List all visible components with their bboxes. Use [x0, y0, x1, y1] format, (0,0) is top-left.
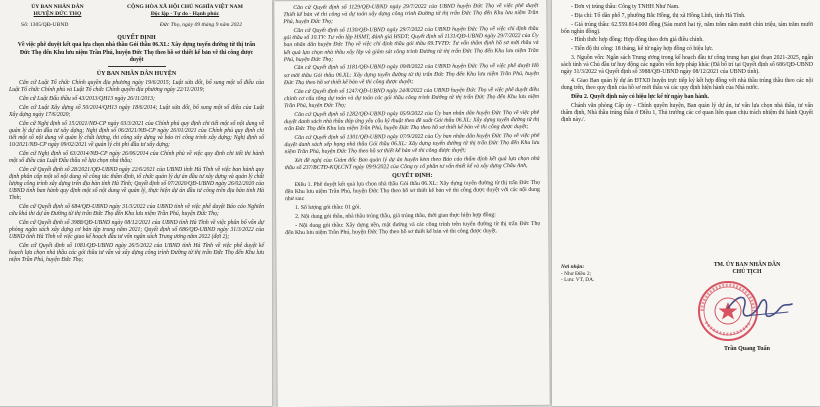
- signature-block: [552, 256, 820, 406]
- article-item: 3. Nguồn vốn: Ngân sách Trung ương trong kế hoạch đầu tư công trung hạn giai đoạn 2021-2025, ngân sách tỉnh và Chủ đầu tư huy động các nguồn vốn hợp pháp khác (Đã bố trí tại Quyết định số 686/QĐ-UBND ngày 31/3/2022 và Quyết định số 3988/QĐ-UBND ngày 08/12/2021 của UBND tỉnh).: [561, 54, 813, 76]
- issuer-line-1: ỦY BAN NHÂN DÂN: [31, 4, 84, 10]
- article-item: - Tiến độ thi công: 18 tháng, kể từ ngày hợp đồng có hiệu lực.: [571, 46, 714, 53]
- paragraph: Căn cứ Quyết định số 28/2021/QĐ-UBND ngày 22/6/2021 của UBND tỉnh Hà Tĩnh về việc ban hành quy định phân cấp một số nội dung về công tác thẩm định, tổ chức quản lý dự án đầu tư xây dựng và quản lý chất lượng công trình xây dựng trên địa bàn tỉnh Hà Tĩnh; Quyết định số 07/2020/QĐ-UBND ngày 26/02/2020 của UBND tỉnh ban hành quy định một số nội dung về quản lý, thực hiện dự án đầu tư công trên địa bàn tỉnh Hà Tĩnh;: [9, 166, 264, 202]
- title-divider: [108, 66, 166, 67]
- paragraph: Căn cứ Luật Xây dựng số 50/2014/QH13 ngày 18/6/2014; Luật sửa đổi, bổ sung một số điều của Luật Xây dựng ngày 17/6/2020;: [9, 104, 264, 118]
- article-1: Điều 1. Phê duyệt kết quả lựa chọn nhà thầu Gói thầu 06.XL: Xây dựng tuyến đường từ thị trấn Đức Thọ đến Khu lưu niệm Trần Phú, huyện Đức Thọ theo hồ sơ thiết kế bản vẽ thi công được duyệt với các nội dung như sau:: [284, 179, 540, 203]
- paragraph: Căn cứ Quyết định số 1130/QĐ-UBND ngày 29/7/2022 của UBND huyện Đức Thọ về việc chỉ định thầu gói thầu số 10.TV: Tư vấn lập HSMT, đánh giá HSDT; Quyết định số 1131/QĐ-UBND ngày 29/7/2022 của Ủy ban nhân dân huyện Đức Thọ về việc chỉ định thầu gói thầu 09.TVTĐ: Tư vấn thẩm định hồ sơ mời thầu và kết quả lựa chọn nhà thầu xây lắp và giám sát công trình Đường từ thị trấn Đức Thọ đến Khu lưu niệm Trần Phú, huyện Đức Thọ;: [283, 25, 539, 63]
- country-name: CỘNG HÒA XÃ HỘI CHỦ NGHĨA VIỆT NAM: [127, 4, 243, 10]
- article-item: 4. Giao Ban quản lý dự án ĐTXD huyện trực tiếp ký kết hợp đồng với nhà thầu trúng thầu theo các nội dung trên, theo quy định của hồ sơ mời thầu và các quy định hiện hành của Nhà nước.: [561, 77, 813, 92]
- handwritten-signature: [728, 297, 792, 316]
- motto-line: Độc lập - Tự do - Hạnh phúc: [150, 11, 220, 17]
- article-item: 2. Nội dung gói thầu, nhà thầu trúng thầu, giá trúng thầu, thời gian thực hiện hợp đồng:: [295, 212, 496, 220]
- document-title: QUYẾT ĐỊNH: [117, 35, 156, 41]
- paragraph: Căn cứ Nghị định số 15/2021/NĐ-CP ngày 03/3/2021 của Chính phủ quy định chi tiết một số nội dung về quản lý dự án đầu tư xây dựng; Nghị định số 06/2021/NĐ-CP ngày 26/01/2021 của Chính phủ quy định chi tiết một số nội dung về quản lý chất lượng, thi công xây dựng và bảo trì công trình xây dựng; Nghị định số 10/2021/NĐ-CP ngày 09/02/2021 về quản lý chi phí đầu tư xây dựng;: [9, 120, 264, 149]
- paragraph: Căn cứ Quyết định số 1282/QĐ-UBND ngày 05/9/2022 của Ủy ban nhân dân huyện Đức Thọ về việc phê duyệt danh sách nhà thầu đáp ứng yêu cầu kỹ thuật theo đề xuất Gói thầu 06.XL: Xây dựng tuyến đường từ thị trấn Đức Thọ đến Khu lưu niệm Trần Phú, huyện Đức Thọ theo hồ sơ thiết kế bản vẽ thi công được duyệt;: [284, 109, 540, 132]
- article-item: - Nội dung gói thầu: Xây dựng nền, mặt đường và các công trình trên tuyến đường từ thị trấn Đức Thọ đến Khu lưu niệm Trần Phú, huyện Đức Thọ theo hồ sơ thiết kế bản vẽ thi công được duyệt.: [285, 220, 541, 236]
- article-item: - Đơn vị trúng thầu: Công ty TNHH Như Nam.: [571, 4, 680, 10]
- recipients: [561, 264, 594, 284]
- signature-org-line-2: CHỦ TỊCH: [732, 269, 762, 275]
- document-meta: [9, 22, 264, 29]
- execution-clause: Chánh văn phòng Cấp ủy - Chính quyền huyện, Ban quản lý dự án, tư vấn lựa chọn nhà thầu, tư vấn thẩm định, Nhà thầu trúng thầu ở Điều 1, Thủ trưởng các cơ quan liên quan chịu trách nhiệm thi hành Quyết định này./.: [561, 102, 813, 123]
- paragraph: Căn cứ Quyết định số 1181/QĐ-UBND ngày 09/8/2022 của UBND huyện Đức Thọ về việc phê duyệt Hồ sơ mời thầu Gói thầu 06.XL: Xây dựng tuyến đường từ thị trấn Đức Thọ đến Khu lưu niệm Trần Phú, huyện Đức Thọ theo hồ sơ thiết kế bản vẽ thi công được duyệt;: [283, 63, 539, 86]
- decision-heading: QUYẾT ĐỊNH:: [392, 172, 433, 180]
- official-stamp: [688, 278, 806, 344]
- signer-name: Trần Quang Tuấn: [724, 346, 770, 352]
- issuing-authority: ỦY BAN NHÂN DÂN HUYỆN: [96, 71, 177, 78]
- paragraph: Căn cứ Quyết định số 1247/QĐ-UBND ngày 24/8/2022 của UBND huyện Đức Thọ về việc phê duyệt điều chỉnh cơ cấu tổng dự toán và dự toán các gói thầu công trình Đường từ thị trấn Đức Thọ đến Khu lưu niệm Trần Phú, huyện Đức Thọ;: [284, 86, 540, 109]
- decision-articles: [285, 180, 540, 237]
- paragraph: Căn cứ Quyết định số 1129/QĐ-UBND ngày 29/7/2022 của UBND huyện Đức Thọ về việc phê duyệt Thiết kế bản vẽ thi công và dự toán xây dựng công trình Đường từ thị trấn Đức Thọ đến Khu lưu niệm Trần Phú, huyện Đức Thọ;: [283, 2, 539, 26]
- recipients-label: Nơi nhận:: [561, 264, 585, 270]
- recipient: - Lưu: VT, DA.: [561, 277, 595, 284]
- recipient: - Như Điều 2;: [561, 270, 592, 277]
- article-item: - Giá trúng thầu: 62.559.814.000 đồng (Sáu mươi hai tỷ, năm trăm năm mươi chín triệu, tám trăm mười bốn nghìn đồng).: [561, 21, 813, 35]
- paragraph: Căn cứ Quyết định số 1081/QĐ-UBND ngày 26/5/2022 của UBND tỉnh Hà Tĩnh về việc phê duyệt kế hoạch lựa chọn nhà thầu các gói thầu tư vấn và xây dựng công trình Đường từ thị trấn Đức Thọ đến Khu lưu niệm Trần Phú, huyện Đức Thọ;: [9, 243, 264, 264]
- paragraph: Căn cứ Quyết định số 684/QĐ-UBND ngày 31/3/2022 của UBND tỉnh về việc phê duyệt Báo cáo Nghiên cứu khả thi dự án Đường từ thị trấn Đức Thọ đến Khu lưu niệm Trần Phú, huyện Đức Thọ;: [9, 204, 264, 218]
- paragraph: Căn cứ Quyết định số 3988/QĐ-UBND ngày 08/12/2021 của UBND tỉnh Hà Tĩnh về việc phân bổ vốn dự phòng ngân sách xây dựng cơ bản tập trung năm 2021; Quyết định số 686/QĐ-UBND ngày 31/3/2022 của UBND tỉnh Hà Tĩnh về việc giao kế hoạch đầu tư vốn ngân sách Trung ương năm 2022 (đợt 2);: [9, 219, 264, 241]
- paragraph: Xét đề nghị của Giám đốc Ban quản lý dự án huyện kèm theo Báo cáo thẩm định kết quả lựa chọn nhà thầu số 237/BCTĐ-KQLCNT ngày 09/9/2022 của Công ty cổ phần tư vấn thiết kế và xây dựng Châu Anh,: [284, 155, 540, 171]
- document-page-2: [274, 0, 550, 407]
- issuer-block: [9, 4, 106, 18]
- article-2: Điều 2. Quyết định này có hiệu lực kể từ ngày ban hành.: [571, 93, 709, 100]
- article-item: - Địa chỉ: Tổ dân phố 7, phường Bắc Hồng, thị xã Hồng Lĩnh, tỉnh Hà Tĩnh.: [571, 12, 746, 19]
- paragraph: Căn cứ Quyết định số 1301/QĐ-UBND ngày 07/9/2022 của Ủy ban nhân dân huyện Đức Thọ về việc phê duyệt danh sách xếp hạng nhà thầu Gói thầu 06.XL: Xây dựng tuyến đường từ thị trấn Đức Thọ đến Khu lưu niệm Trần Phú, huyện Đức Thọ theo hồ sơ thiết kế bản vẽ thi công được duyệt;: [284, 132, 540, 156]
- article-item: - Hình thức hợp đồng: Hợp đồng theo đơn giá điều chỉnh.: [571, 37, 704, 44]
- stamp-and-signature-graphic: [688, 278, 806, 344]
- issuer-line-2: HUYỆN ĐỨC THỌ: [33, 11, 82, 17]
- document-date: Đức Thọ, ngày 09 tháng 9 năm 2022: [159, 22, 242, 28]
- document-subtitle: Về việc phê duyệt kết quả lựa chọn nhà thầu Gói thầu 06.XL: Xây dựng tuyến đường từ thị trấn Đức Thọ đến Khu lưu niệm Trần Phú, huyện Đức Thọ theo hồ sơ thiết kế bản vẽ thi công được duyệt: [17, 42, 256, 63]
- document-header: [9, 4, 264, 18]
- signatory: [682, 262, 812, 352]
- legal-basis-list: [9, 80, 264, 265]
- legal-basis-list-continued: [283, 3, 539, 172]
- document-page-3: [552, 0, 820, 406]
- national-motto: [106, 4, 264, 18]
- signature-org-line-1: TM. ỦY BAN NHÂN DÂN: [713, 262, 781, 268]
- document-page-1: [0, 0, 272, 406]
- decision-articles-continued: [561, 4, 813, 124]
- paragraph: Căn cứ Nghị định số 63/2014/NĐ-CP ngày 26/06/2014 của Chính phủ về việc quy định chi tiết thi hành một số điều của Luật Đấu thầu về lựa chọn nhà thầu;: [9, 150, 264, 164]
- article-item: 1. Số lượng gói thầu: 01 gói.: [295, 204, 361, 212]
- red-seal: [699, 282, 757, 340]
- document-number: Số: 1305/QĐ-UBND: [21, 22, 69, 28]
- paragraph: Căn cứ Luật Tổ chức Chính quyền địa phương ngày 19/6/2015; Luật sửa đổi, bổ sung một số điều của Luật Tổ chức Chính phủ và Luật Tổ chức Chính quyền địa phương ngày 22/11/2019;: [9, 80, 264, 94]
- paragraph: Căn cứ Luật Đấu thầu số 43/2013/QH13 ngày 26/11/2013;: [19, 95, 155, 102]
